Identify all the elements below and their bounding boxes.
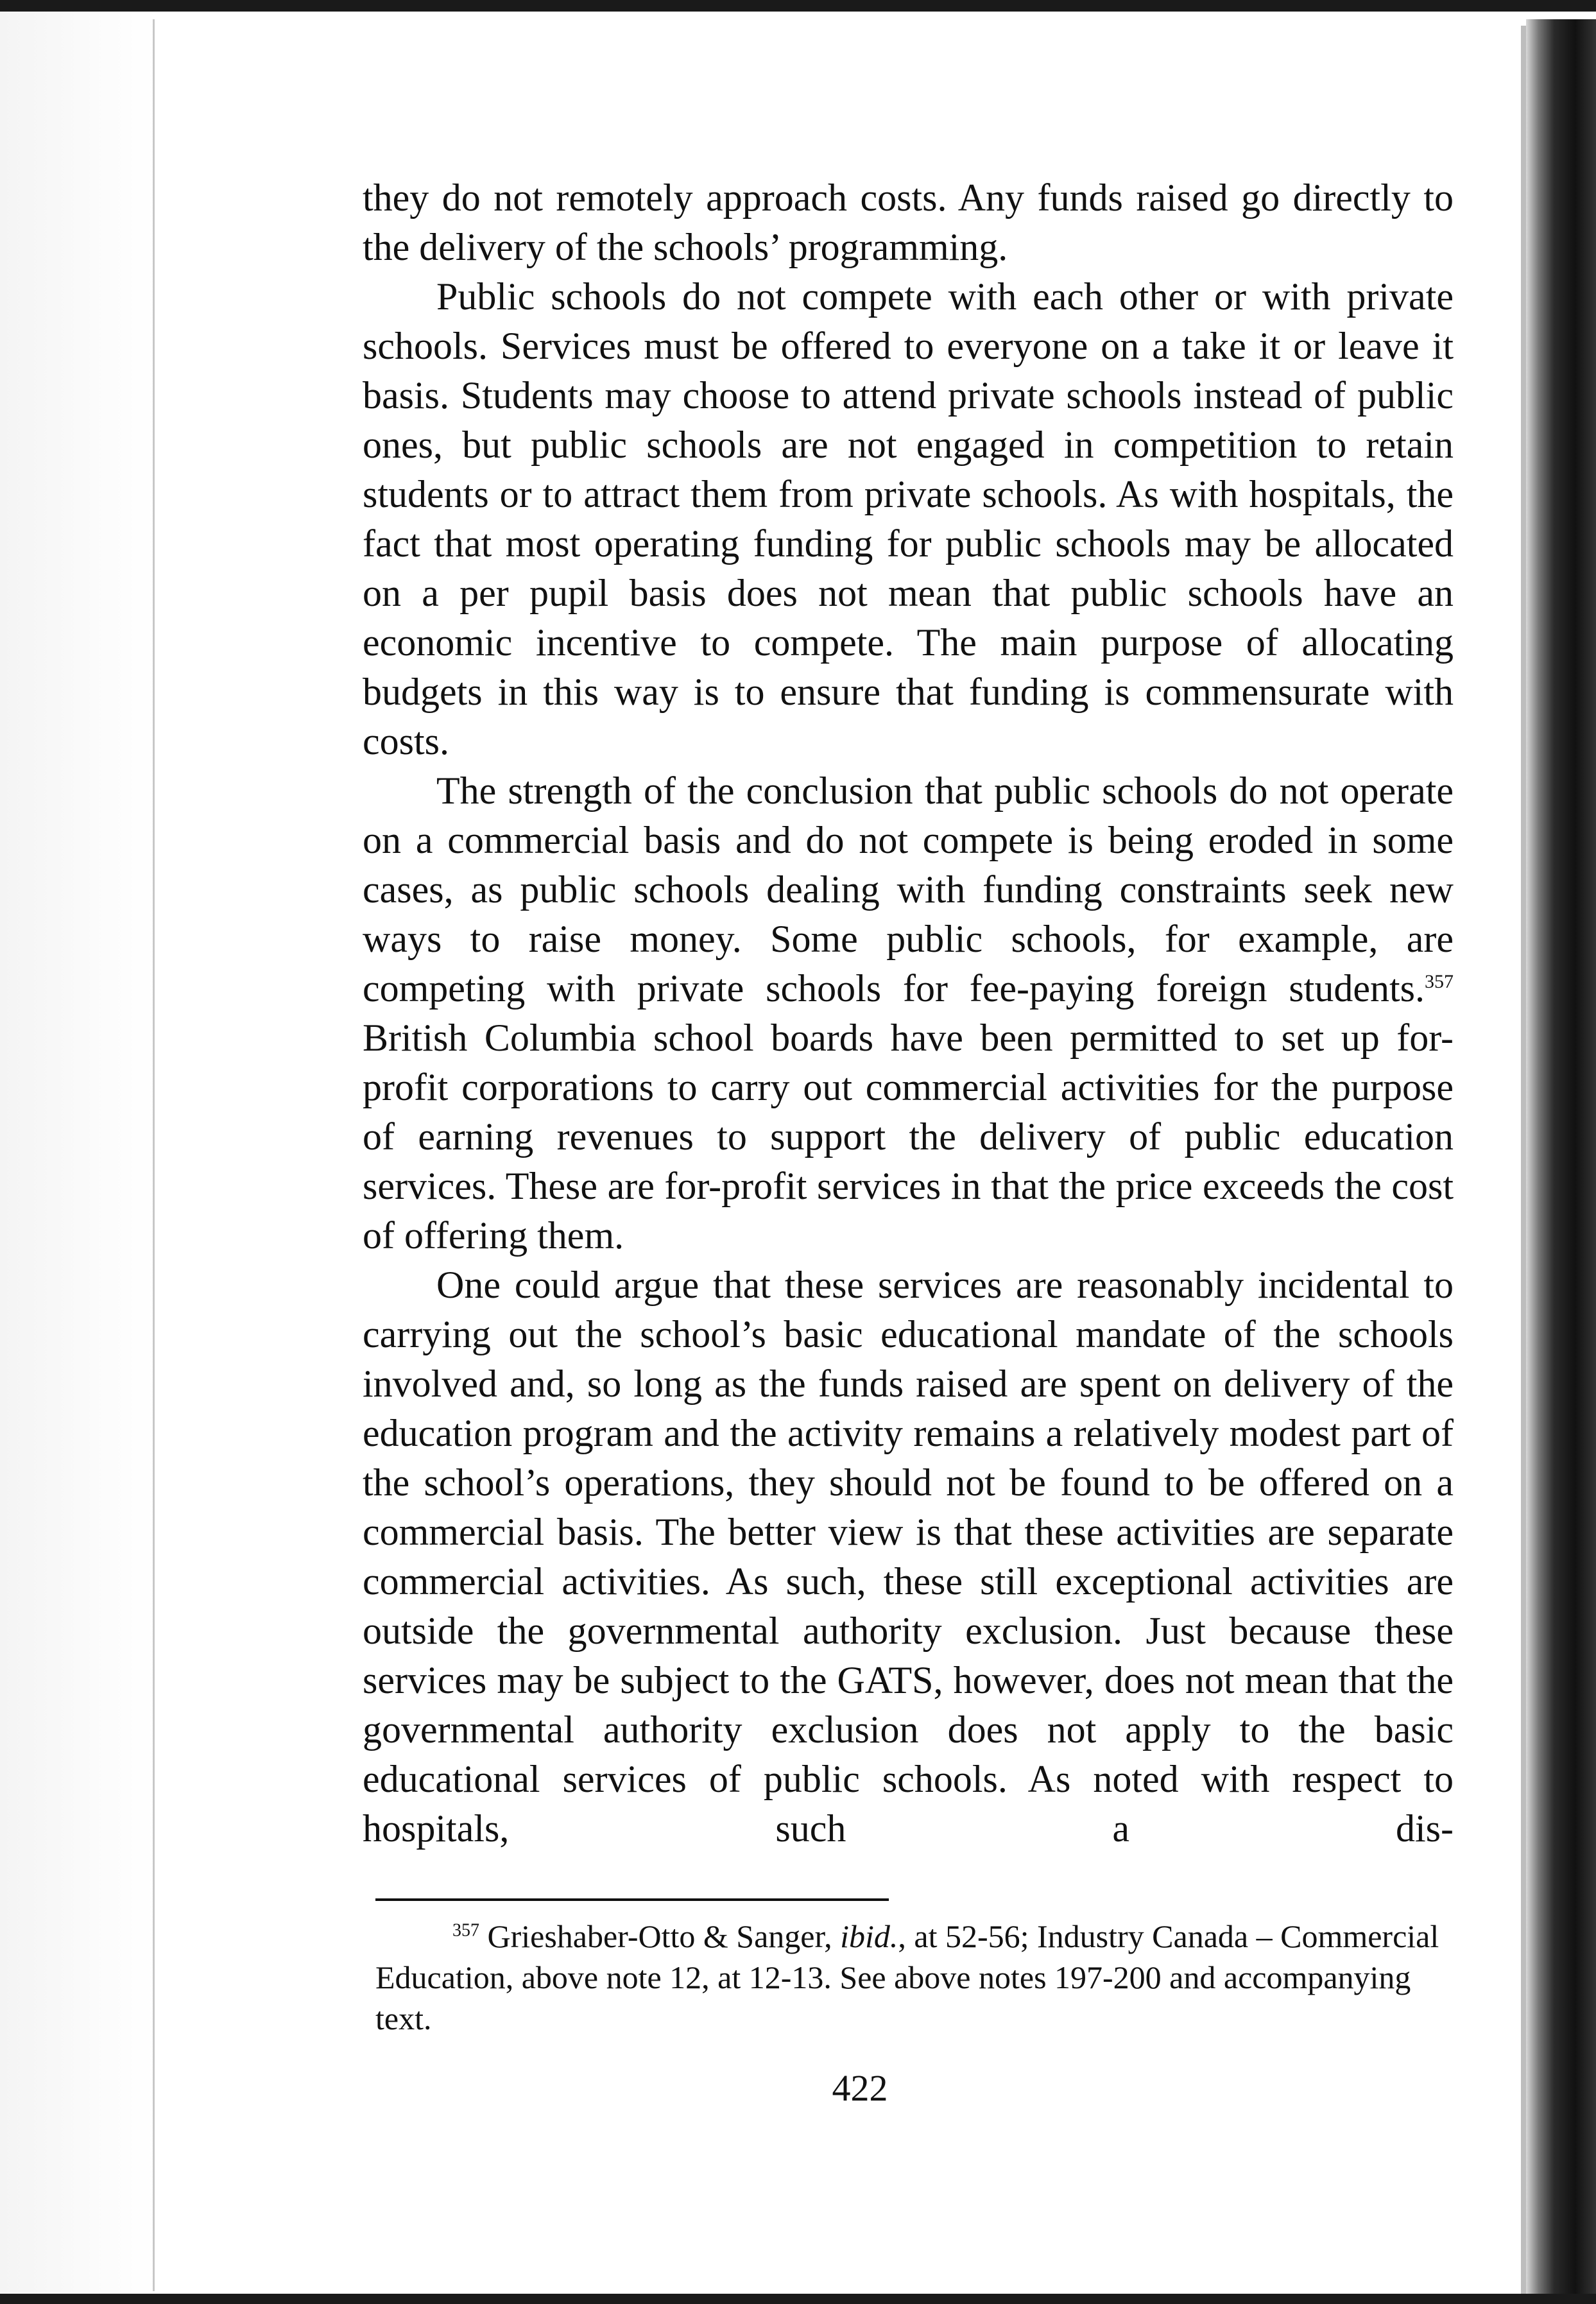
footnote-rest: , at 52-56; Industry Canada – Commercial Education, above note 12, at 12-13. See above notes 197-200 and accompanying text. bbox=[375, 1918, 1439, 2036]
footnote-reference-357[interactable]: 357 bbox=[1425, 971, 1454, 992]
scan-bottom-edge bbox=[0, 2294, 1596, 2304]
scan-left-gutter bbox=[0, 12, 157, 2304]
paragraph-one-could-argue: One could argue that these services are reasonably incidental to carrying out the school’s basic educational mandate of the schools involved and, so long as the funds raised are spent on delivery of the education program and the activity remains a relatively modest part of the school’s operations, they should not be found to be offered on a commercial basis. The better view is that these activities are separate commercial activities. As such, these still exceptional activities are outside the governmental authority exclusion. Just because these services may be subject to the GATS, however, does not mean that the governmental authority exclusion does not apply to the basic educational services of public schools. As noted with respect to hospitals, such a dis- bbox=[363, 1264, 1454, 1850]
footnote-357 bbox=[375, 1916, 1454, 2039]
footnote-separator bbox=[375, 1898, 889, 1901]
book-spine-shadow bbox=[1526, 19, 1596, 2304]
footnote-authors: Grieshaber-Otto & Sanger, bbox=[487, 1918, 832, 1954]
body-text bbox=[363, 173, 1454, 1853]
footnote-number: 357 bbox=[452, 1920, 479, 1941]
scan-top-edge bbox=[0, 0, 1596, 12]
paragraph-public-schools-compete: Public schools do not compete with each other or with private schools. Services must be offered to everyone on a take it or leave it basis. Students may choose to attend private schools instead of public ones, but public schools are not engaged in competition to retain students or to attract them from private schools. As with hospitals, the fact that most operating funding for public schools may be allocated on a per pupil basis does not mean that public schools have an economic incentive to compete. The main purpose of allocating budgets in this way is to ensure that funding is commensurate with costs. bbox=[363, 275, 1454, 762]
paragraph-text-after-note: British Columbia school boards have been permitted to set up for-profit corporations to carry out commercial activities for the purpose of earning revenues to support the delivery of public education services. These are for-profit services in that the price exceeds the cost of offering them. bbox=[363, 1017, 1454, 1257]
paragraph-text-before-note: The strength of the conclusion that public schools do not operate on a commercial basis and do not compete is being eroded in some cases, as public schools dealing with funding constraints seek new ways to raise money. Some public schools, for example, are competing with private schools for fee-paying foreign students. bbox=[363, 769, 1454, 1010]
footnote-ibid: ibid. bbox=[840, 1918, 898, 1954]
page-number: 422 bbox=[832, 2067, 888, 2109]
paragraph-continuation: they do not remotely approach costs. Any funds raised go directly to the delivery of the schools’ programming. bbox=[363, 176, 1454, 268]
footnote-first-line bbox=[375, 1918, 898, 1954]
binding-gutter-line bbox=[153, 19, 155, 2291]
paragraph-strength-of-conclusion bbox=[363, 766, 1454, 1260]
